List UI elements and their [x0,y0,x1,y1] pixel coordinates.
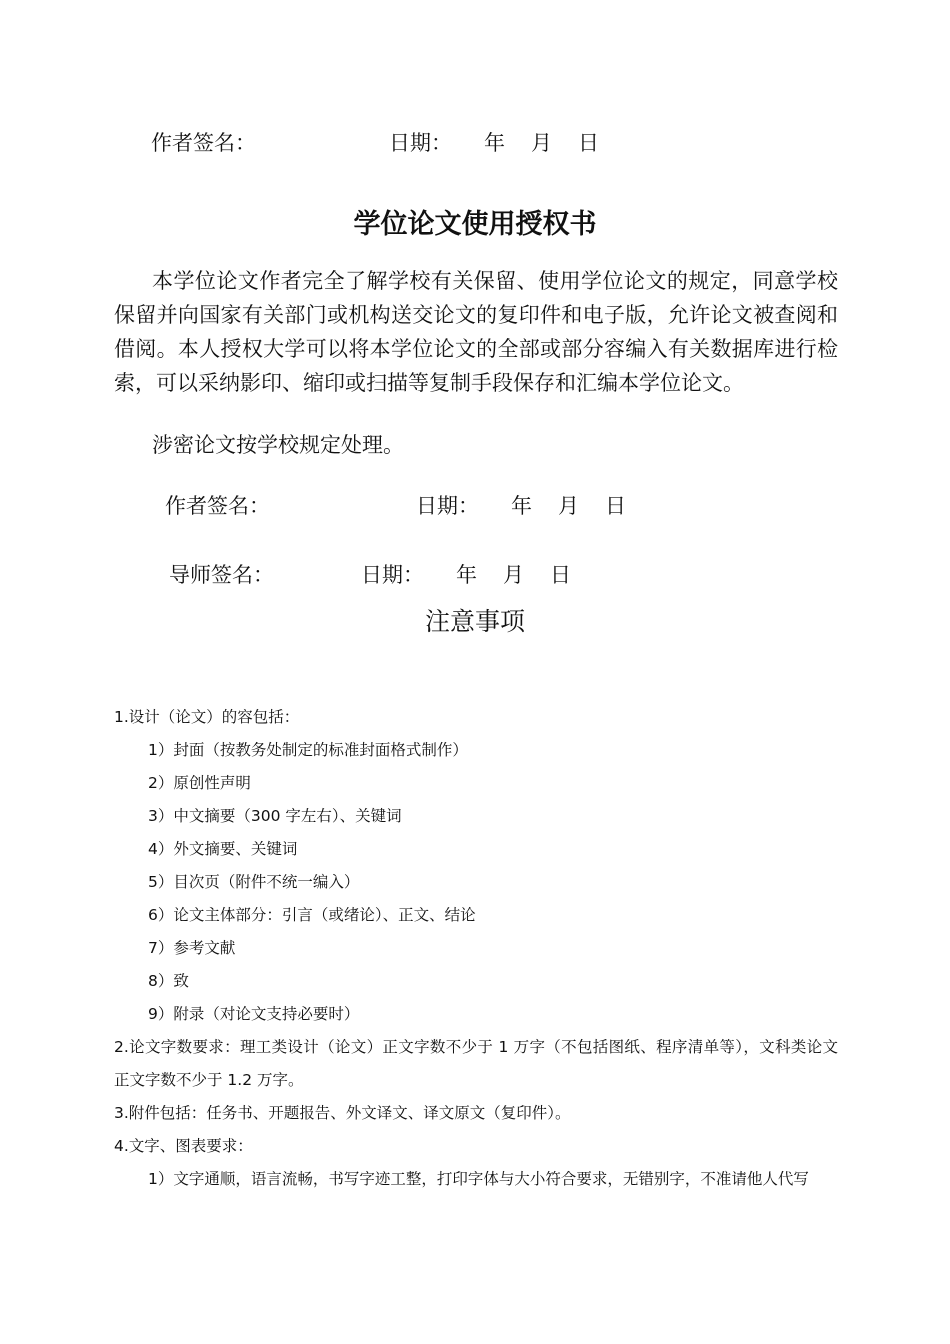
month-label: 月 [503,563,524,587]
confidential-note: 涉密论文按学校规定处理。 [152,433,404,457]
note-item: 4.文字、图表要求： [114,1137,253,1155]
note-subitem: 7）参考文献 [148,939,236,957]
top-date-row [389,128,599,158]
advisor-date-row [361,560,571,590]
note-subitem: 1）文字通顺，语言流畅，书写字迹工整，打印字体与大小符合要求，无错别字，不准请他人代写 [148,1170,809,1188]
author-signature-label: 作者签名： [151,131,256,155]
authorization-title: 学位论文使用授权书 [353,209,597,240]
note-subitem: 8）致 [148,972,189,990]
month-label: 月 [558,494,579,518]
top-signature-row [151,128,256,158]
author-signature-label: 作者签名： [165,494,270,518]
authorization-paragraph: 本学位论文作者完全了解学校有关保留、使用学位论文的规定，同意学校保留并向国家有关部门或机构送交论文的复印件和电子版，允许论文被查阅和借阅。本人授权大学可以将本学位论文的全部或部分容编入有关数据库进行检索，可以采纳影印、缩印或扫描等复制手段保存和汇编本学位论文。 [114,269,838,395]
note-item: 3.附件包括：任务书、开题报告、外文译文、译文原文（复印件）。 [114,1104,571,1122]
advisor-signature-label: 导师签名： [169,563,274,587]
day-label: 日 [605,494,626,518]
day-label: 日 [578,131,599,155]
note-item: 1.设计（论文）的容包括： [114,708,300,726]
note-subitem: 9）附录（对论文支持必要时） [148,1005,360,1023]
year-label: 年 [511,494,532,518]
note-item: 2.论文字数要求：理工类设计（论文）正文字数不少于 1 万字（不包括图纸、程序清单等），文科类论文正文字数不少于 1.2 万字。 [114,1038,838,1089]
date-label: 日期： [416,494,479,518]
note-subitem: 3）中文摘要（300 字左右）、关键词 [148,807,402,825]
advisor-signature-row [169,560,274,590]
author-signature-row [165,491,270,521]
year-label: 年 [456,563,477,587]
note-subitem: 1）封面（按教务处制定的标准封面格式制作） [148,741,468,759]
date-label: 日期： [389,131,452,155]
date-label: 日期： [361,563,424,587]
day-label: 日 [550,563,571,587]
note-subitem: 2）原创性声明 [148,774,251,792]
year-label: 年 [484,131,505,155]
month-label: 月 [531,131,552,155]
note-subitem: 5）目次页（附件不统一编入） [148,873,360,891]
note-subitem: 4）外文摘要、关键词 [148,840,298,858]
note-subitem: 6）论文主体部分：引言（或绪论）、正文、结论 [148,906,476,924]
notes-list [114,701,838,1196]
author-date-row [416,491,626,521]
notes-title: 注意事项 [424,607,525,636]
